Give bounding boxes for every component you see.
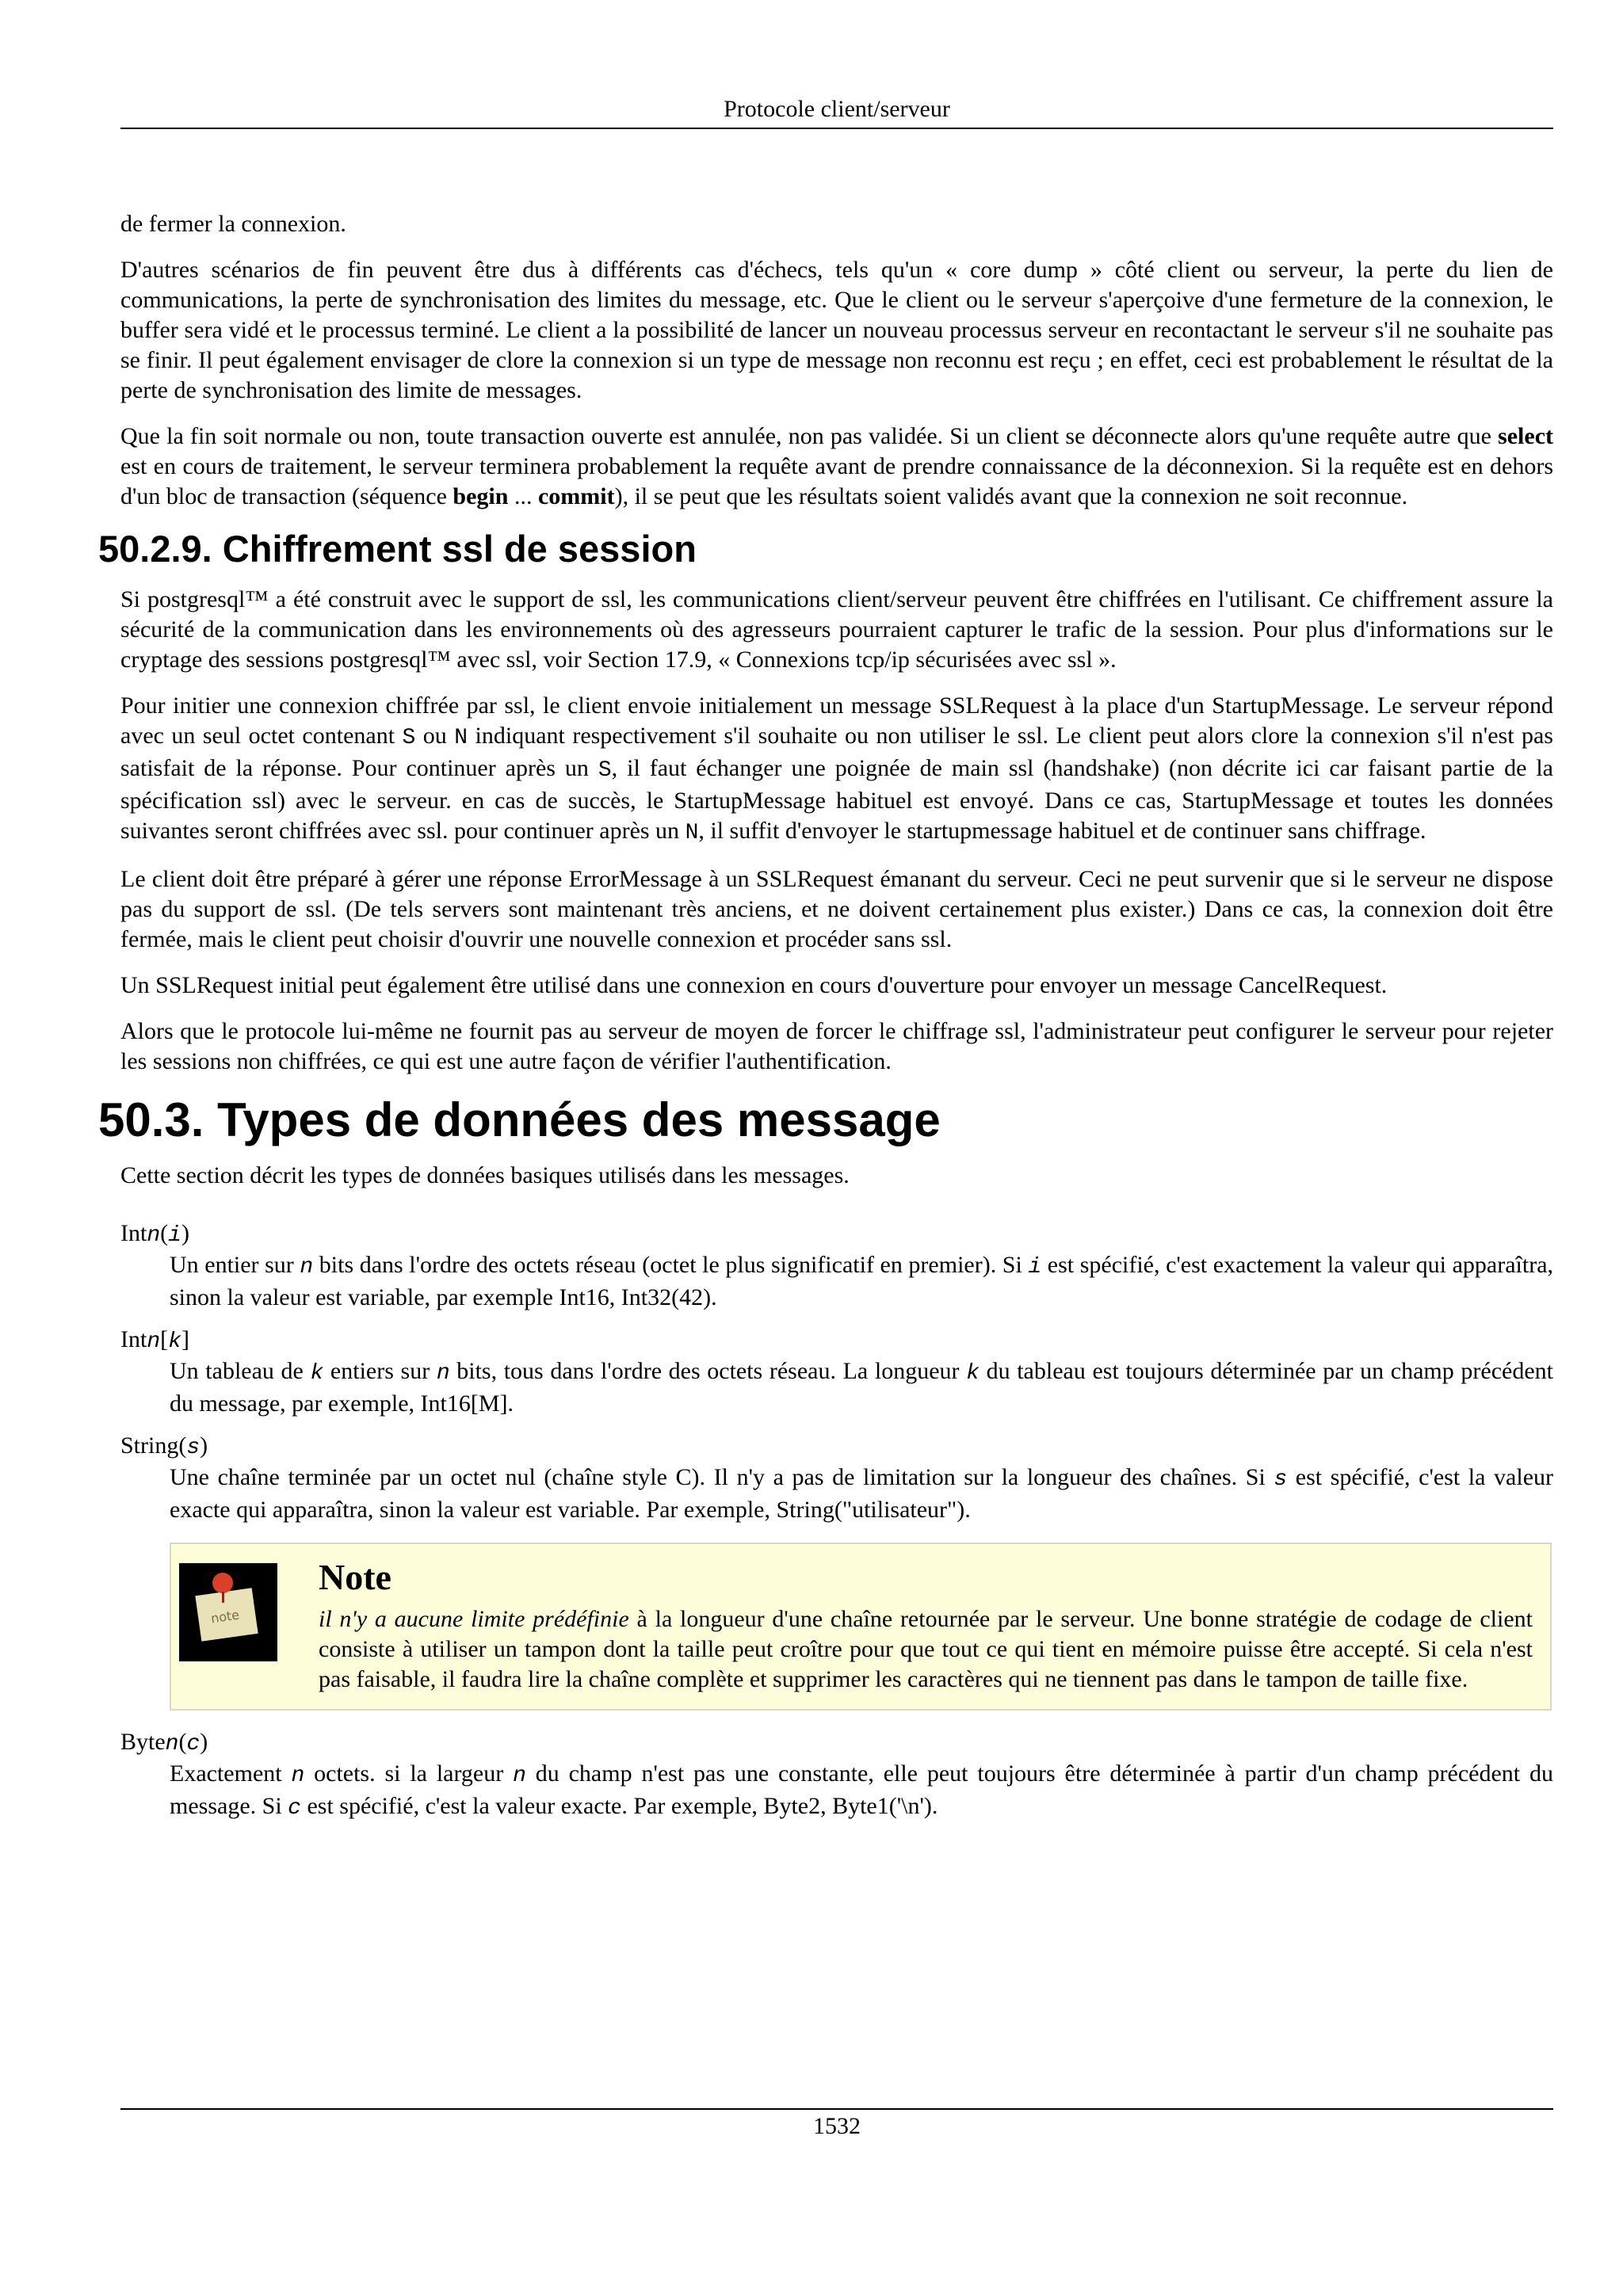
running-header: Protocole client/serveur: [724, 96, 950, 122]
note-emphasis: il n'y a aucune limite prédéfinie: [319, 1606, 629, 1632]
text-run: ou: [415, 723, 455, 749]
code-literal: N: [454, 726, 468, 750]
term-var: n: [147, 1223, 161, 1248]
term-var: s: [186, 1436, 200, 1460]
pushpin-icon: [212, 1573, 233, 1593]
keyword-begin: begin: [453, 483, 509, 509]
text-run: Un entier sur: [170, 1252, 300, 1278]
term-text: ): [200, 1432, 208, 1459]
term-text: String(: [120, 1432, 187, 1459]
text-run: indiquant respectivement s'il souhaite ou non utiliser le ssl. Le client peut alors clore la connexion s'il n'est pas satisfait de la réponse. Pour continuer après un: [120, 723, 1553, 781]
text-run: bits, tous dans l'ordre des octets réseau. La longueur: [449, 1358, 967, 1384]
text-run: Que la fin soit normale ou non, toute transaction ouverte est annulée, non pas validée. Si un client se déconnecte alors qu'une requête autre que: [120, 423, 1499, 449]
page-number: 1532: [813, 2113, 861, 2139]
var: k: [310, 1361, 324, 1386]
paragraph: de fermer la connexion.: [120, 211, 346, 237]
paragraph: Le client doit être préparé à gérer une réponse ErrorMessage à un SSLRequest émanant du serveur. Ceci ne peut survenir que si le serveur ne dispose pas du support de ssl. (De tels servers sont maintenant très anciens, et ne doivent certainement plus exister.) Dans ce cas, la connexion doit être fermée, mais le client peut choisir d'ouvrir une nouvelle connexion et procéder sans ssl.: [120, 866, 1553, 952]
term-text: ): [181, 1220, 189, 1246]
term-var: i: [168, 1223, 181, 1248]
note-box: [170, 1543, 1552, 1711]
var: s: [1274, 1467, 1288, 1492]
keyword-commit: commit: [537, 483, 615, 509]
term-text: Int: [120, 1326, 147, 1352]
code-literal: N: [685, 821, 699, 845]
term-var: k: [168, 1329, 181, 1354]
var: n: [513, 1764, 526, 1788]
paragraph: Un SSLRequest initial peut également être utilisé dans une connexion en cours d'ouverture pour envoyer un message CancelRequest.: [120, 972, 1388, 998]
note-title: Note: [319, 1557, 391, 1597]
paragraph: D'autres scénarios de fin peuvent être dus à différents cas d'échecs, tels qu'un « core dump » côté client ou serveur, la perte du lien de communications, la perte de synchronisation des limites du message, etc. Que le client ou le serveur s'aperçoive d'une fermeture de la connexion, le buffer sera vidé et le processus terminé. Le client a la possibilité de lancer un nouveau processus serveur en recontactant le serveur s'il ne souhaite pas se finir. Il peut également envisager de clore la connexion si un type de message non reconnu est reçu ; en effet, ceci est probablement le résultat de la perte de synchronisation des limite de messages.: [120, 257, 1553, 403]
text-run: Pour initier une connexion chiffrée par ssl, le client envoie initialement un message SSLRequest à la place d'un StartupMessage. Le serveur répond avec un seul octet contenant: [120, 692, 1553, 749]
text-run: bits dans l'ordre des octets réseau (octet le plus significatif en premier). Si: [313, 1252, 1029, 1278]
text-run: Une chaîne terminée par un octet nul (chaîne style C). Il n'y a pas de limitation sur la longueur des chaînes. Si: [170, 1464, 1274, 1490]
note-body: [319, 1604, 1533, 1695]
section-heading: 50.3. Types de données des message: [98, 1093, 941, 1146]
term-text: (: [178, 1729, 187, 1755]
text-run: Exactement: [170, 1760, 292, 1787]
definition-list: [120, 1728, 1553, 1824]
text-run: , il suffit d'envoyer le startupmessage habituel et de continuer sans chiffrage.: [698, 818, 1426, 844]
text-run: est en cours de traitement, le serveur terminera probablement la requête avant de prendre connaissance de la déconnexion. Si la requête est en dehors d'un bloc de transaction (séquence: [120, 453, 1553, 509]
definition: [170, 1250, 1553, 1313]
keyword-select: select: [1498, 423, 1553, 449]
var: n: [291, 1764, 305, 1788]
text-run: ), il se peut que les résultats soient validés avant que la connexion ne soit reconnue.: [614, 483, 1408, 509]
term-var: n: [147, 1329, 161, 1354]
code-literal: S: [598, 758, 612, 783]
text-run: Un tableau de: [170, 1358, 311, 1384]
header-rule: [120, 128, 1553, 129]
term-text: [: [160, 1326, 169, 1352]
term-text: ]: [181, 1326, 189, 1352]
paragraph: Alors que le protocole lui-même ne fournit pas au serveur de moyen de forcer le chiffrage ssl, l'administrateur peut configurer le serveur pour rejeter les sessions non chiffrées, ce qui est une autre façon de vérifier l'authentification.: [120, 1018, 1553, 1074]
text-run: octets. si la largeur: [304, 1760, 514, 1787]
footer-rule: [120, 2108, 1553, 2110]
text-run: ...: [508, 483, 538, 509]
text-run: , il faut échanger une poignée de main ssl (handshake) (non décrite ici car faisant partie de la spécification ssl) avec le serveur. en cas de succès, le StartupMessage habituel est envoyé. Dans ce cas, StartupMessage et toutes les données suivantes seront chiffrées avec ssl. pour continuer après un: [120, 755, 1553, 844]
term-text: Int: [120, 1220, 147, 1246]
text-run: est spécifié, c'est la valeur exacte. Par exemple, Byte2, Byte1('\n').: [300, 1793, 938, 1819]
paragraph: [120, 691, 1553, 849]
paragraph: Si postgresql™ a été construit avec le support de ssl, les communications client/serveur peuvent être chiffrées en l'utilisant. Ce chiffrement assure la sécurité de la communication dans les environnements où des agresseurs pourraient capturer le trafic de la session. Pour plus d'informations sur le cryptage des sessions postgresql™ avec ssl, voir Section 17.9, « Connexions tcp/ip sécurisées avec ssl ».: [120, 586, 1553, 673]
text-run: est spécifié, c'est la valeur exacte qui apparaîtra, sinon la valeur est variable. Par exemple, String("utilisateur").: [170, 1464, 1554, 1523]
term-text: Byte: [120, 1729, 166, 1755]
text-run: est spécifié, c'est exactement la valeur qui apparaîtra, sinon la valeur est variable, par exemple Int16, Int32(42).: [170, 1252, 1554, 1310]
var: k: [966, 1361, 980, 1386]
note-icon-label: note: [209, 1607, 241, 1627]
var: n: [300, 1255, 314, 1280]
definition-list: [120, 1219, 1553, 1525]
term-var: c: [186, 1732, 200, 1756]
definition: [170, 1759, 1553, 1824]
term: [120, 1728, 1553, 1759]
definition: [170, 1356, 1553, 1419]
definition: [170, 1463, 1553, 1525]
term-var: n: [165, 1732, 179, 1756]
term: [120, 1325, 1553, 1356]
text-run: à la longueur d'une chaîne retournée par le serveur. Une bonne stratégie de codage de client consiste à utiliser un tampon dont la taille peut croître pour que tout ce qui tient en mémoire puisse être accepté. Si cela n'est pas faisable, il faudra lire la chaîne complète et supprimer les caractères qui ne tiennent pas dans le tampon de taille fixe.: [319, 1606, 1533, 1692]
page-content: [98, 209, 1554, 1836]
term: [120, 1219, 1553, 1250]
paragraph: Cette section décrit les types de données basiques utilisés dans les messages.: [120, 1162, 850, 1188]
paragraph: [120, 421, 1553, 512]
term-text: ): [200, 1729, 208, 1755]
text-run: du champ n'est pas une constante, elle peut toujours être déterminée à partir d'un champ précédent du message. Si: [170, 1760, 1554, 1819]
code-literal: S: [402, 726, 416, 750]
text-run: du tableau est toujours déterminée par un champ précédent du message, par exemple, Int16[M].: [170, 1358, 1553, 1417]
var: n: [436, 1361, 450, 1386]
text-run: entiers sur: [323, 1358, 437, 1384]
pushpin-needle: [222, 1592, 224, 1603]
section-heading: 50.2.9. Chiffrement ssl de session: [98, 528, 697, 570]
var: c: [288, 1796, 301, 1821]
note-icon: [179, 1563, 277, 1661]
term-text: (: [160, 1220, 169, 1246]
term: [120, 1432, 1553, 1463]
var: i: [1028, 1255, 1042, 1280]
